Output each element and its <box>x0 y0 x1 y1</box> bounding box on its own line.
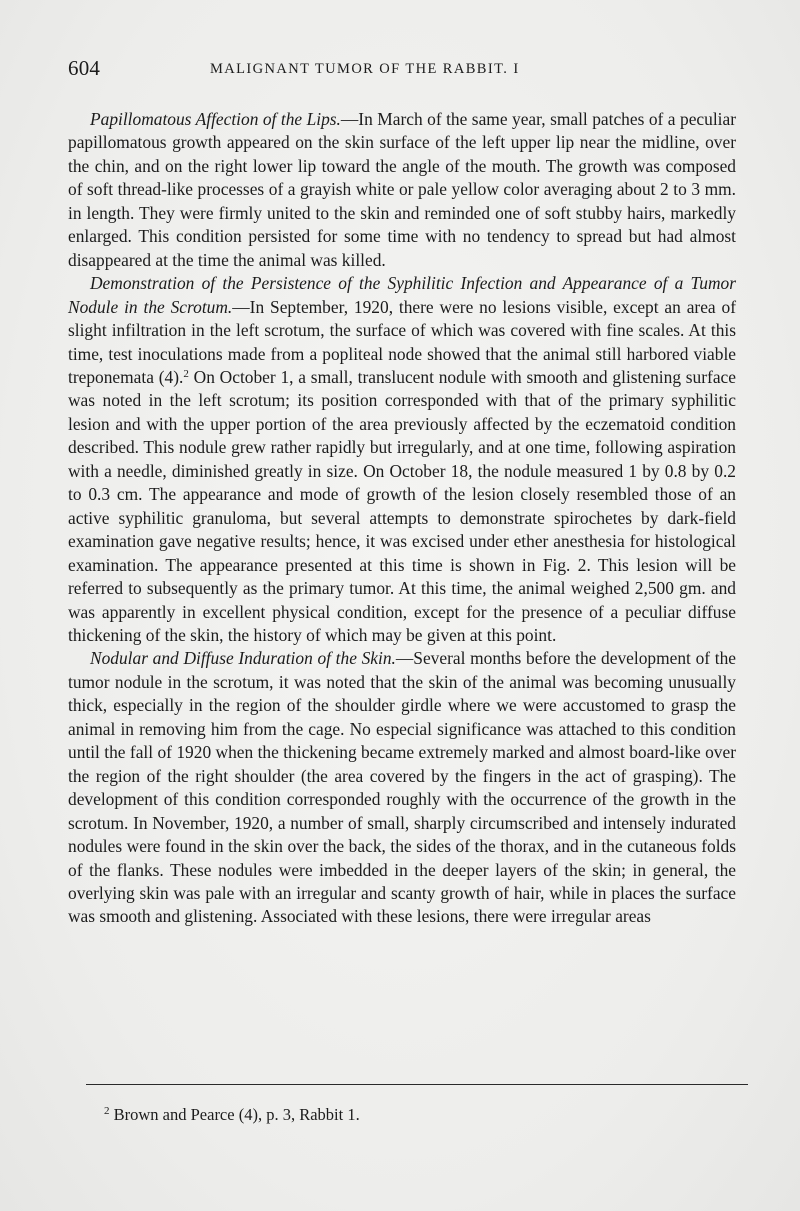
paragraph-papillomatous-affection <box>68 108 736 272</box>
paragraph-text: —In March of the same year, small patches of a peculiar papillomatous growth appeared on the skin surface of the left upper lip near the midline, over the chin, and on the right lower lip toward the angle of the mouth. The growth was composed of soft thread-like processes of a grayish white or pale yellow color averaging about 2 to 3 mm. in length. They were firmly united to the skin and reminded one of soft stubby hairs, markedly enlarged. This condition persisted for some time with no tendency to spread but had almost disappeared at the time the animal was killed. <box>68 109 737 270</box>
paragraph-text: —In September, 1920, there were no lesions visible, except an area of slight infiltration in the left scrotum, the surface of which was covered with fine scales. At this time, test inoculations made from a popliteal node showed that the animal still harbored viable treponemata (4). <box>68 296 737 387</box>
footnote-divider <box>86 1084 748 1085</box>
footnote-mark: 2 <box>104 1105 110 1117</box>
running-title: MALIGNANT TUMOR OF THE RABBIT. I <box>210 61 520 77</box>
page-header <box>68 56 734 86</box>
section-heading-syphilitic-infection: Demonstration of the Persistence of the Syphilitic Infection and Appearance of a Tumor Nodule in the Scrotum. <box>68 273 736 317</box>
section-heading-skin-induration: Nodular and Diffuse Induration of the Skin. <box>90 648 396 669</box>
paragraph-text: On October 1, a small, translucent nodule with smooth and glistening surface was noted in the left scrotum; its position corresponded with that of the primary syphilitic lesion and with the upper portion of the area previously affected by the eczematoid condition described. This nodule grew rather rapidly but irregularly, and at one time, following aspiration with a needle, diminished greatly in size. On October 18, the nodule measured 1 by 0.8 by 0.2 to 0.3 cm. The appearance and mode of growth of the lesion closely resembled those of an active syphilitic granuloma, but several attempts to demonstrate spirochetes by dark-field examination gave negative results; hence, it was excised under ether anesthesia for histological examination. The appearance presented at this time is shown in Fig. 2. This lesion will be referred to subsequently as the primary tumor. At this time, the animal weighed 2,500 gm. and was apparently in excellent physical condition, except for the presence of a peculiar diffuse thickening of the skin, the history of which may be given at this point. <box>68 366 736 645</box>
footnote <box>104 1105 360 1125</box>
section-heading-papillomatous: Papillomatous Affection of the Lips. <box>90 109 341 129</box>
body-text <box>68 108 736 929</box>
paragraph-skin-induration <box>68 647 736 928</box>
paragraph-syphilitic-infection <box>68 272 736 647</box>
paragraph-text: —Several months before the development of the tumor nodule in the scrotum, it was noted that the skin of the animal was becoming unusually thick, especially in the region of the shoulder girdle where we were accustomed to grasp the animal in removing him from the cage. No especial significance was attached to this condition until the fall of 1920 when the thickening became extremely marked and almost board-like over the region of the right shoulder (the area covered by the fingers in the act of grasping). The development of this condition corresponded roughly with the occurrence of the growth in the scrotum. In November, 1920, a number of small, sharply circumscribed and intensely indurated nodules were found in the skin over the back, the sides of the thorax, and in the cutaneous folds of the flanks. These nodules were imbedded in the deeper layers of the skin; in general, the overlying skin was pale with an irregular and scanty growth of hair, while in places the surface was smooth and glistening. Associated with these lesions, there were irregular areas <box>68 648 736 927</box>
page-number: 604 <box>68 56 101 80</box>
footnote-text: Brown and Pearce (4), p. 3, Rabbit 1. <box>109 1105 360 1124</box>
footnote-reference: 2 <box>183 367 189 380</box>
